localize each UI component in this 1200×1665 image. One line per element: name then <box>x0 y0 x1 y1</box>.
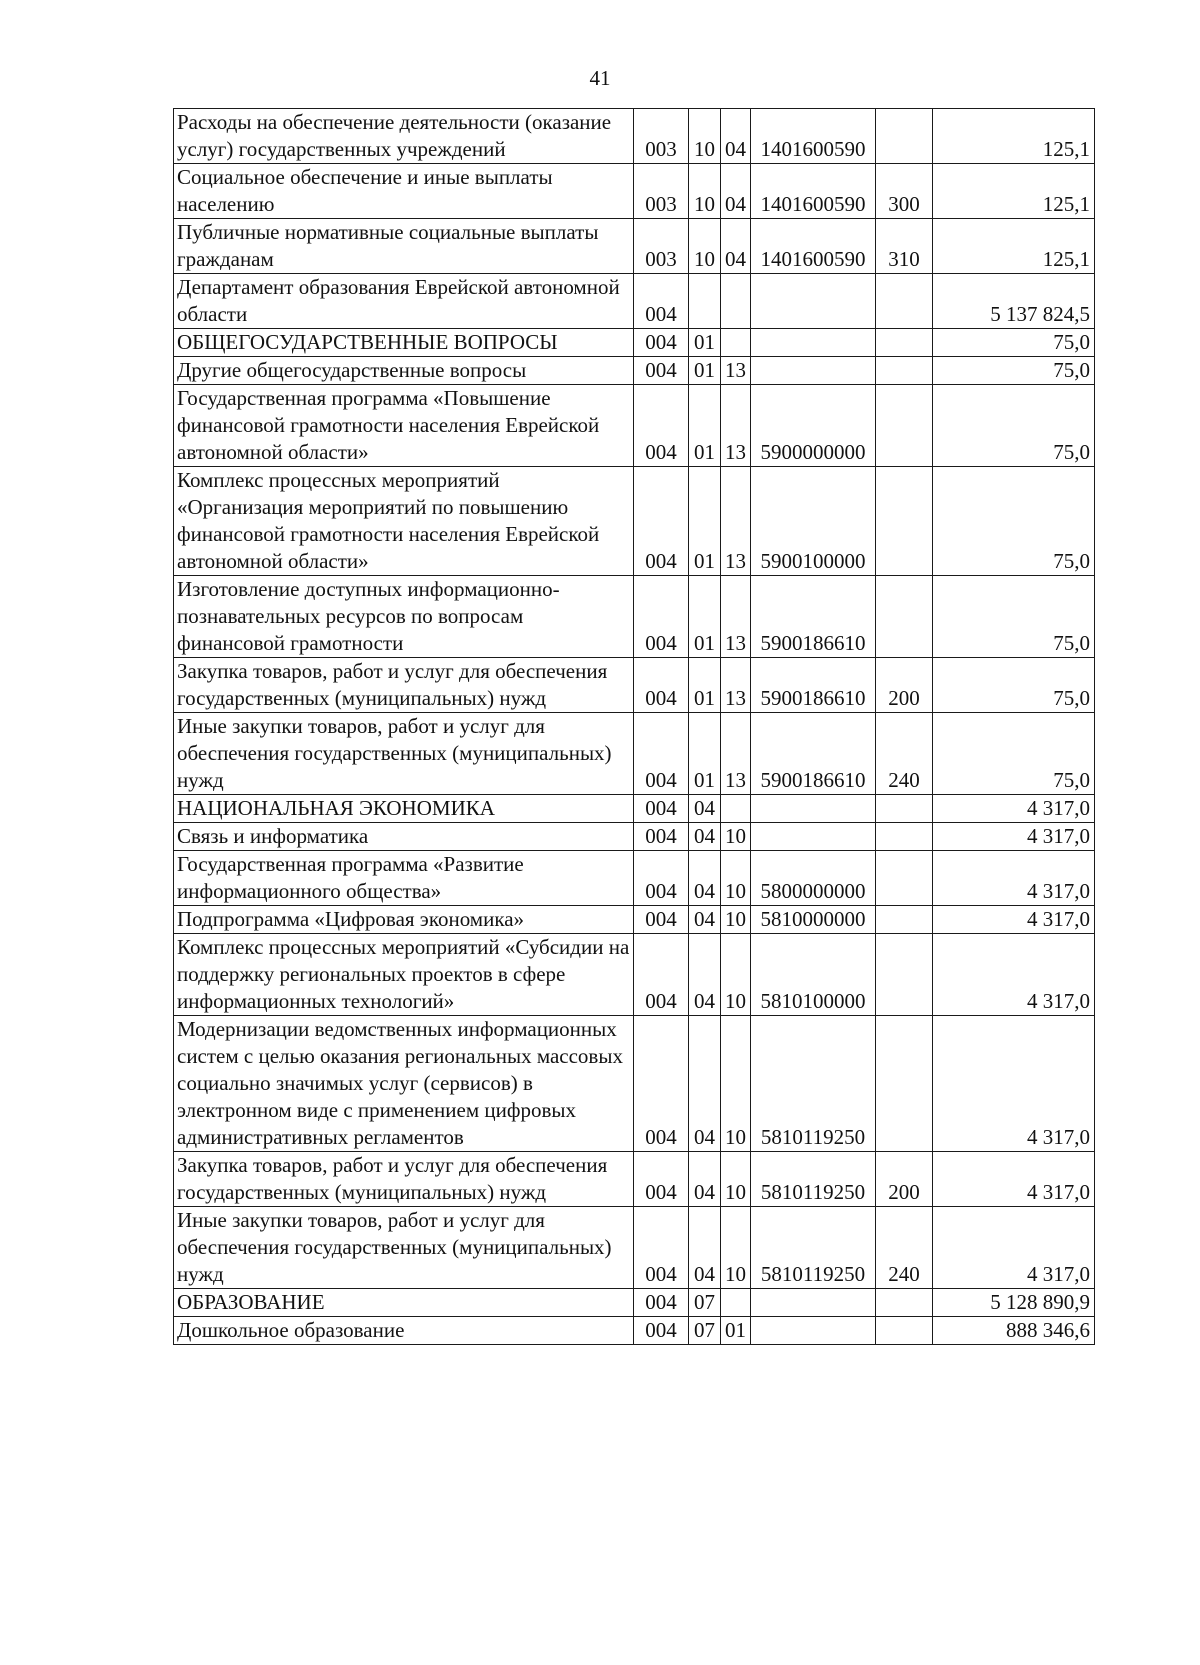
amount-cell: 125,1 <box>933 109 1095 164</box>
amount-cell: 4 317,0 <box>933 823 1095 851</box>
section-code-cell <box>689 274 721 329</box>
ministry-code-cell: 004 <box>634 906 689 934</box>
expense-type-cell <box>876 1016 933 1152</box>
ministry-code-cell: 004 <box>634 713 689 795</box>
subsection-code-cell: 10 <box>721 906 751 934</box>
amount-cell: 4 317,0 <box>933 934 1095 1016</box>
amount-cell: 125,1 <box>933 164 1095 219</box>
subsection-code-cell: 10 <box>721 934 751 1016</box>
row-name-cell: Закупка товаров, работ и услуг для обеспечения государственных (муниципальных) нужд <box>174 658 634 713</box>
section-code-cell: 07 <box>689 1289 721 1317</box>
ministry-code-cell: 004 <box>634 1152 689 1207</box>
target-code-cell: 1401600590 <box>751 109 876 164</box>
subsection-code-cell: 04 <box>721 109 751 164</box>
subsection-code-cell: 13 <box>721 658 751 713</box>
table-row <box>174 658 1095 713</box>
section-code-cell: 10 <box>689 219 721 274</box>
ministry-code-cell: 004 <box>634 658 689 713</box>
target-code-cell: 5900000000 <box>751 385 876 467</box>
amount-cell: 4 317,0 <box>933 795 1095 823</box>
target-code-cell: 1401600590 <box>751 219 876 274</box>
row-name-cell: Департамент образования Еврейской автономной области <box>174 274 634 329</box>
expense-type-cell: 310 <box>876 219 933 274</box>
expense-type-cell <box>876 851 933 906</box>
page-number: 41 <box>589 66 611 90</box>
subsection-code-cell <box>721 1289 751 1317</box>
row-name-cell: ОБЩЕГОСУДАРСТВЕННЫЕ ВОПРОСЫ <box>174 329 634 357</box>
table-row <box>174 1207 1095 1289</box>
table-row <box>174 713 1095 795</box>
table-row <box>174 109 1095 164</box>
amount-cell: 75,0 <box>933 467 1095 576</box>
row-name-cell: Другие общегосударственные вопросы <box>174 357 634 385</box>
expense-type-cell <box>876 934 933 1016</box>
target-code-cell <box>751 329 876 357</box>
expense-type-cell <box>876 467 933 576</box>
section-code-cell: 04 <box>689 1207 721 1289</box>
budget-table <box>173 108 1095 1345</box>
section-code-cell: 07 <box>689 1317 721 1345</box>
expense-type-cell: 240 <box>876 1207 933 1289</box>
amount-cell: 75,0 <box>933 576 1095 658</box>
subsection-code-cell: 10 <box>721 1152 751 1207</box>
row-name-cell: Изготовление доступных информационно-познавательных ресурсов по вопросам финансовой грамотности <box>174 576 634 658</box>
budget-table-body <box>174 109 1095 1345</box>
row-name-cell: Иные закупки товаров, работ и услуг для обеспечения государственных (муниципальных) нужд <box>174 713 634 795</box>
ministry-code-cell: 003 <box>634 164 689 219</box>
section-code-cell: 01 <box>689 658 721 713</box>
expense-type-cell <box>876 795 933 823</box>
row-name-cell: Публичные нормативные социальные выплаты гражданам <box>174 219 634 274</box>
ministry-code-cell: 004 <box>634 357 689 385</box>
target-code-cell <box>751 274 876 329</box>
table-row <box>174 851 1095 906</box>
table-row <box>174 219 1095 274</box>
target-code-cell <box>751 795 876 823</box>
section-code-cell: 01 <box>689 467 721 576</box>
subsection-code-cell: 04 <box>721 164 751 219</box>
expense-type-cell <box>876 109 933 164</box>
amount-cell: 75,0 <box>933 713 1095 795</box>
expense-type-cell <box>876 274 933 329</box>
ministry-code-cell: 004 <box>634 1207 689 1289</box>
subsection-code-cell: 10 <box>721 823 751 851</box>
row-name-cell: Связь и информатика <box>174 823 634 851</box>
section-code-cell: 01 <box>689 385 721 467</box>
table-row <box>174 823 1095 851</box>
section-code-cell: 04 <box>689 906 721 934</box>
target-code-cell: 5900186610 <box>751 576 876 658</box>
section-code-cell: 04 <box>689 795 721 823</box>
ministry-code-cell: 004 <box>634 274 689 329</box>
subsection-code-cell <box>721 329 751 357</box>
amount-cell: 4 317,0 <box>933 1016 1095 1152</box>
table-row <box>174 329 1095 357</box>
expense-type-cell <box>876 1289 933 1317</box>
target-code-cell <box>751 357 876 385</box>
section-code-cell: 10 <box>689 109 721 164</box>
row-name-cell: НАЦИОНАЛЬНАЯ ЭКОНОМИКА <box>174 795 634 823</box>
amount-cell: 75,0 <box>933 385 1095 467</box>
amount-cell: 4 317,0 <box>933 1152 1095 1207</box>
target-code-cell: 5900186610 <box>751 658 876 713</box>
ministry-code-cell: 004 <box>634 823 689 851</box>
target-code-cell <box>751 823 876 851</box>
subsection-code-cell: 13 <box>721 385 751 467</box>
target-code-cell: 5810000000 <box>751 906 876 934</box>
table-row <box>174 1317 1095 1345</box>
amount-cell: 75,0 <box>933 329 1095 357</box>
ministry-code-cell: 004 <box>634 851 689 906</box>
target-code-cell: 5810119250 <box>751 1152 876 1207</box>
row-name-cell: Расходы на обеспечение деятельности (оказание услуг) государственных учреждений <box>174 109 634 164</box>
target-code-cell <box>751 1289 876 1317</box>
expense-type-cell <box>876 906 933 934</box>
table-row <box>174 1152 1095 1207</box>
target-code-cell: 5810119250 <box>751 1016 876 1152</box>
subsection-code-cell: 01 <box>721 1317 751 1345</box>
table-row <box>174 357 1095 385</box>
section-code-cell: 01 <box>689 357 721 385</box>
table-row <box>174 934 1095 1016</box>
table-row <box>174 385 1095 467</box>
table-row <box>174 1289 1095 1317</box>
target-code-cell: 5810100000 <box>751 934 876 1016</box>
row-name-cell: Дошкольное образование <box>174 1317 634 1345</box>
table-row <box>174 274 1095 329</box>
row-name-cell: ОБРАЗОВАНИЕ <box>174 1289 634 1317</box>
amount-cell: 4 317,0 <box>933 906 1095 934</box>
amount-cell: 5 137 824,5 <box>933 274 1095 329</box>
row-name-cell: Государственная программа «Развитие информационного общества» <box>174 851 634 906</box>
section-code-cell: 04 <box>689 851 721 906</box>
ministry-code-cell: 004 <box>634 795 689 823</box>
ministry-code-cell: 004 <box>634 385 689 467</box>
amount-cell: 5 128 890,9 <box>933 1289 1095 1317</box>
amount-cell: 75,0 <box>933 658 1095 713</box>
expense-type-cell: 240 <box>876 713 933 795</box>
subsection-code-cell: 04 <box>721 219 751 274</box>
section-code-cell: 04 <box>689 934 721 1016</box>
section-code-cell: 01 <box>689 713 721 795</box>
subsection-code-cell: 10 <box>721 1207 751 1289</box>
target-code-cell: 5800000000 <box>751 851 876 906</box>
row-name-cell: Закупка товаров, работ и услуг для обеспечения государственных (муниципальных) нужд <box>174 1152 634 1207</box>
ministry-code-cell: 003 <box>634 219 689 274</box>
section-code-cell: 01 <box>689 576 721 658</box>
row-name-cell: Социальное обеспечение и иные выплаты населению <box>174 164 634 219</box>
amount-cell: 75,0 <box>933 357 1095 385</box>
section-code-cell: 10 <box>689 164 721 219</box>
amount-cell: 888 346,6 <box>933 1317 1095 1345</box>
ministry-code-cell: 004 <box>634 934 689 1016</box>
target-code-cell: 5900100000 <box>751 467 876 576</box>
subsection-code-cell: 13 <box>721 576 751 658</box>
ministry-code-cell: 004 <box>634 329 689 357</box>
row-name-cell: Подпрограмма «Цифровая экономика» <box>174 906 634 934</box>
amount-cell: 4 317,0 <box>933 1207 1095 1289</box>
ministry-code-cell: 004 <box>634 1016 689 1152</box>
table-row <box>174 164 1095 219</box>
expense-type-cell <box>876 357 933 385</box>
expense-type-cell <box>876 329 933 357</box>
expense-type-cell <box>876 823 933 851</box>
target-code-cell: 5810119250 <box>751 1207 876 1289</box>
subsection-code-cell <box>721 274 751 329</box>
ministry-code-cell: 004 <box>634 1289 689 1317</box>
subsection-code-cell: 13 <box>721 713 751 795</box>
amount-cell: 125,1 <box>933 219 1095 274</box>
table-row <box>174 467 1095 576</box>
subsection-code-cell: 13 <box>721 467 751 576</box>
target-code-cell: 5900186610 <box>751 713 876 795</box>
ministry-code-cell: 004 <box>634 576 689 658</box>
ministry-code-cell: 004 <box>634 1317 689 1345</box>
subsection-code-cell: 13 <box>721 357 751 385</box>
ministry-code-cell: 004 <box>634 467 689 576</box>
expense-type-cell: 300 <box>876 164 933 219</box>
subsection-code-cell <box>721 795 751 823</box>
ministry-code-cell: 003 <box>634 109 689 164</box>
section-code-cell: 04 <box>689 1152 721 1207</box>
section-code-cell: 01 <box>689 329 721 357</box>
subsection-code-cell: 10 <box>721 1016 751 1152</box>
row-name-cell: Модернизации ведомственных информационных систем с целью оказания региональных массовых социально значимых услуг (сервисов) в электронном виде с применением цифровых административных регламентов <box>174 1016 634 1152</box>
target-code-cell: 1401600590 <box>751 164 876 219</box>
table-row <box>174 906 1095 934</box>
amount-cell: 4 317,0 <box>933 851 1095 906</box>
expense-type-cell <box>876 385 933 467</box>
expense-type-cell: 200 <box>876 1152 933 1207</box>
expense-type-cell: 200 <box>876 658 933 713</box>
row-name-cell: Комплекс процессных мероприятий «Субсидии на поддержку региональных проектов в сфере информационных технологий» <box>174 934 634 1016</box>
table-row <box>174 795 1095 823</box>
expense-type-cell <box>876 576 933 658</box>
row-name-cell: Комплекс процессных мероприятий «Организация мероприятий по повышению финансовой грамотности населения Еврейской автономной области» <box>174 467 634 576</box>
expense-type-cell <box>876 1317 933 1345</box>
section-code-cell: 04 <box>689 823 721 851</box>
row-name-cell: Иные закупки товаров, работ и услуг для обеспечения государственных (муниципальных) нужд <box>174 1207 634 1289</box>
row-name-cell: Государственная программа «Повышение финансовой грамотности населения Еврейской автономной области» <box>174 385 634 467</box>
section-code-cell: 04 <box>689 1016 721 1152</box>
table-row <box>174 1016 1095 1152</box>
table-row <box>174 576 1095 658</box>
subsection-code-cell: 10 <box>721 851 751 906</box>
target-code-cell <box>751 1317 876 1345</box>
